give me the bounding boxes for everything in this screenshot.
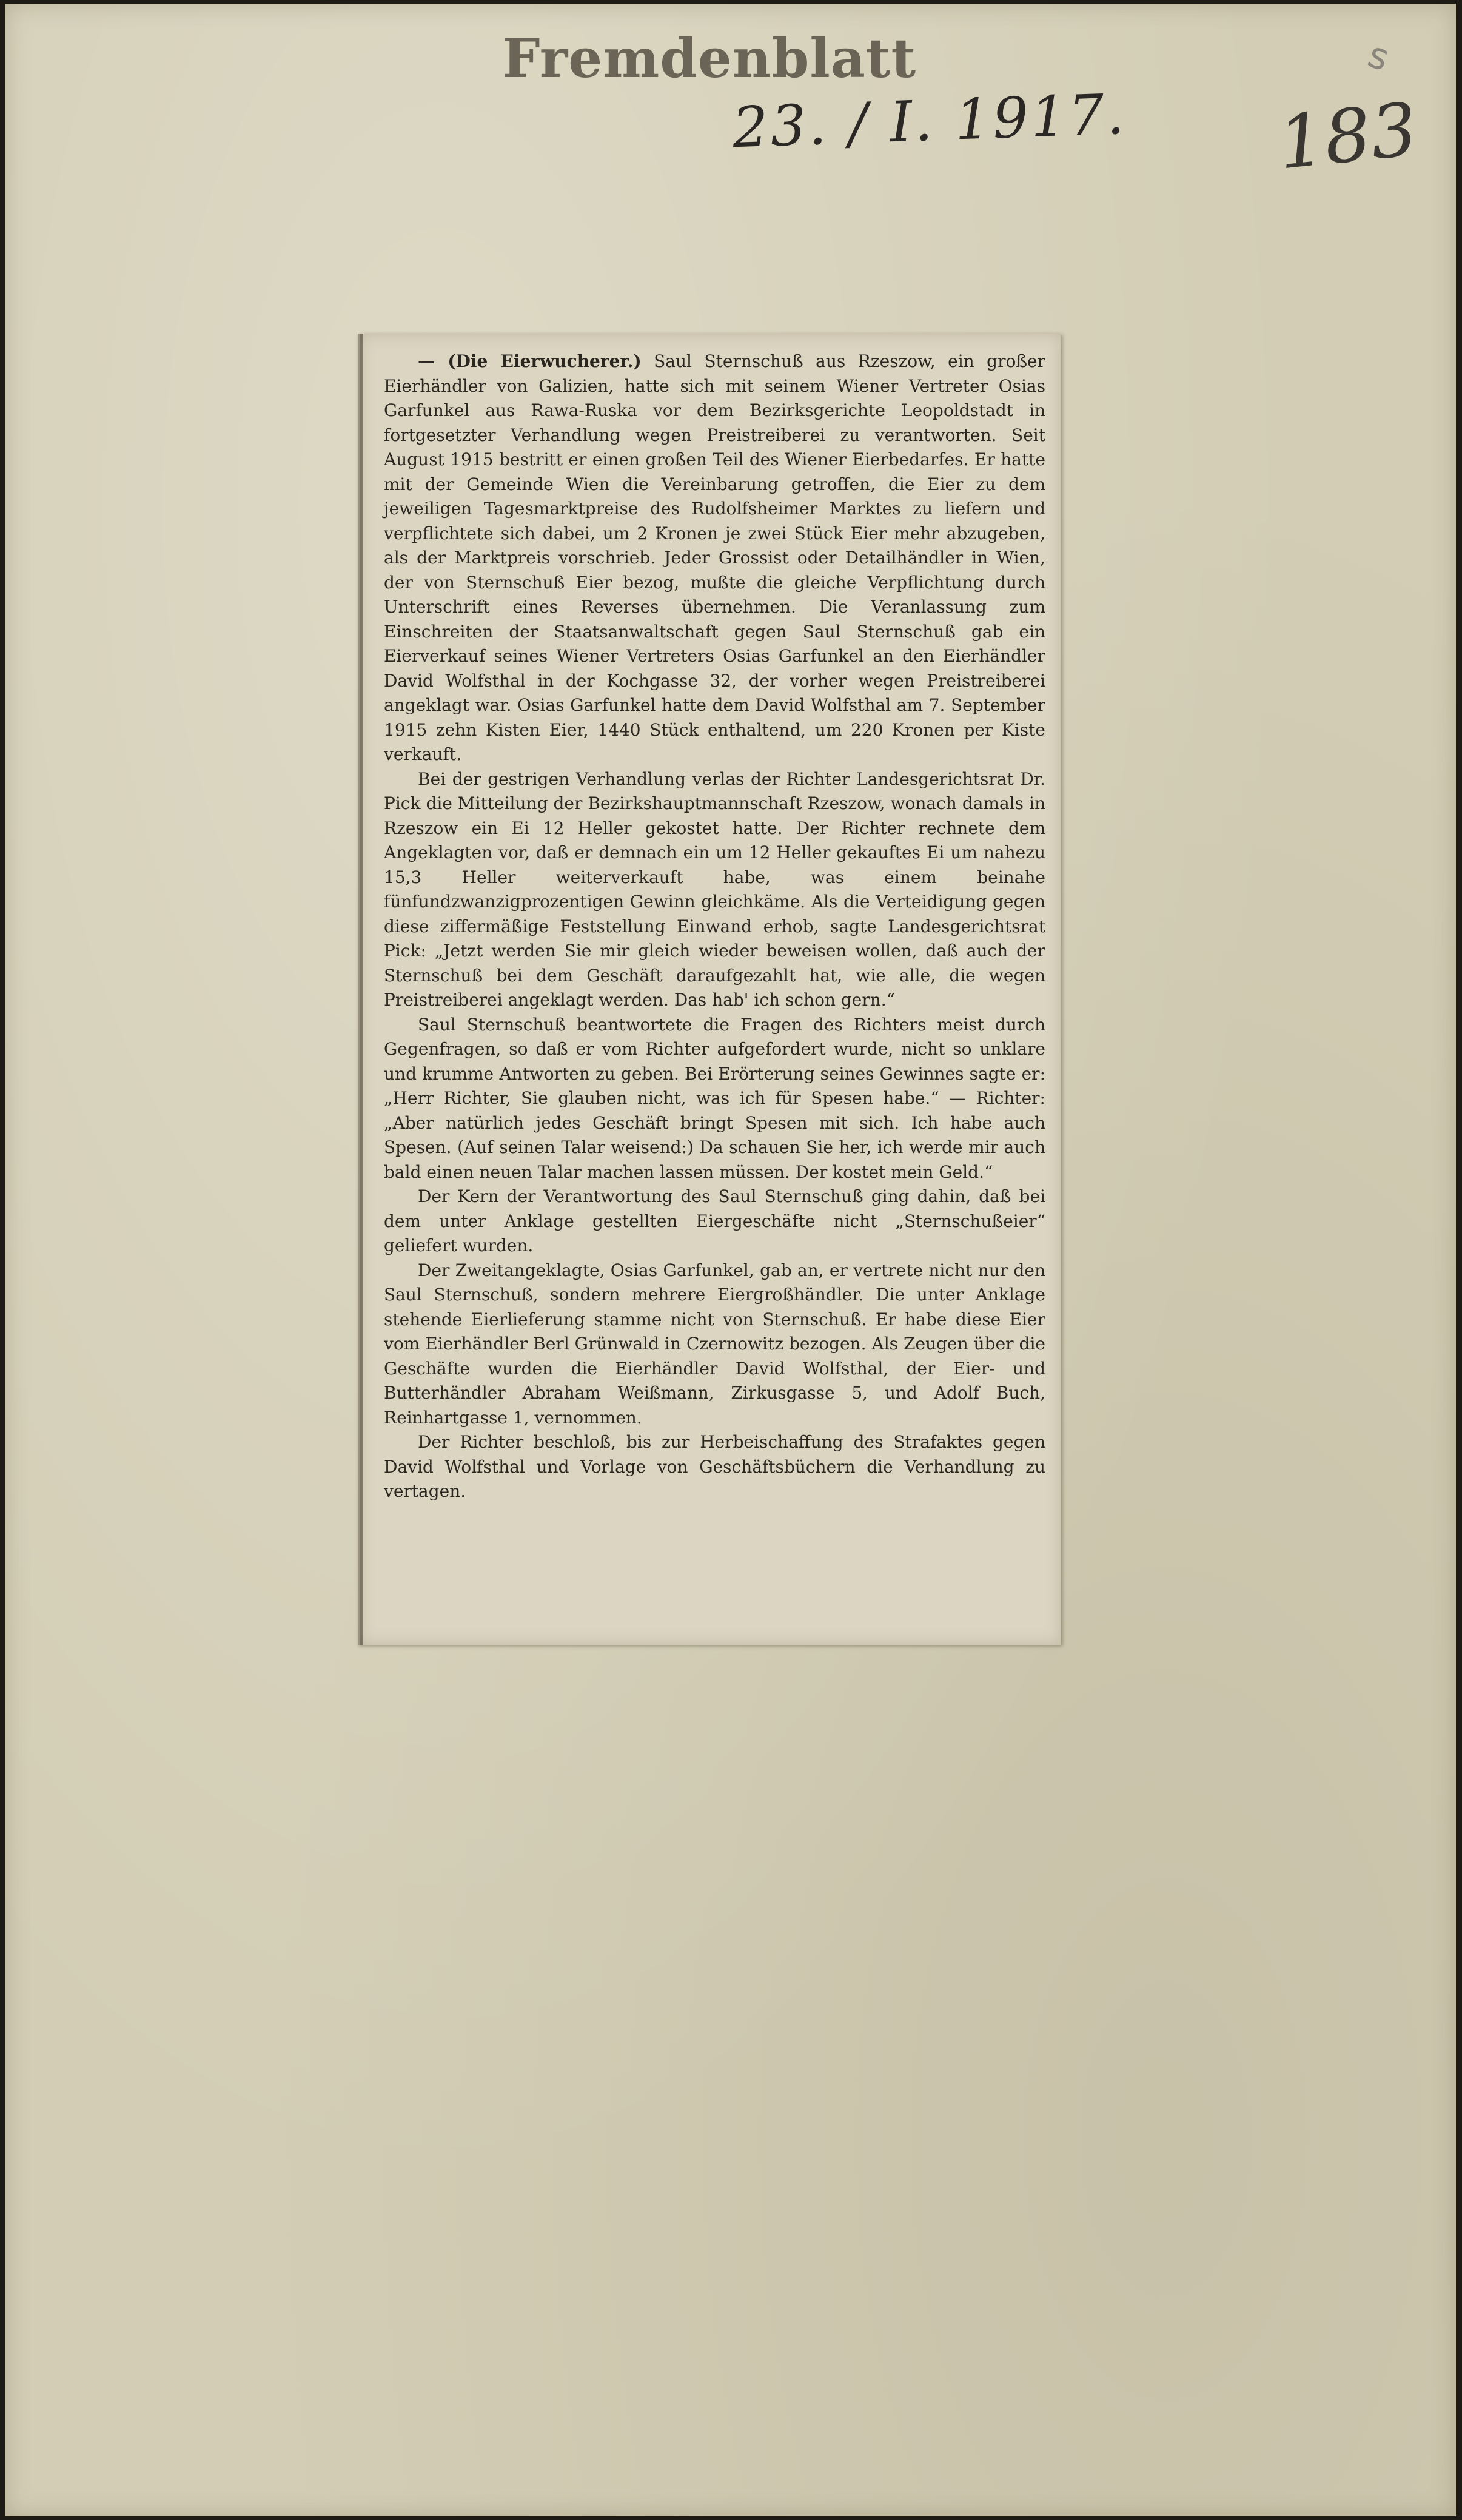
article-body	[384, 349, 1045, 1504]
article-paragraph-5: Der Zweitangeklagte, Osias Garfunkel, gab an, er vertrete nicht nur den Saul Sternschuß, sondern mehrere Eiergroßhändler. Die unter Anklage stehende Eierlieferung stamme nicht von Sternschuß. Er habe diese Eier vom Eierhändler Berl Grünwald in Czernowitz bezogen. Als Zeugen über die Geschäfte wurden die Eierhändler David Wolfsthal, der Eier- und Butterhändler Abraham Weißmann, Zirkusgasse 5, und Adolf Buch, Reinhartgasse 1, vernommen.	[384, 1260, 1045, 1428]
article-paragraph-3: Saul Sternschuß beantwortete die Fragen des Richters meist durch Gegenfragen, so daß er vom Richter aufgefordert wurde, nicht so unklare und krumme Antworten zu geben. Bei Erörterung seines Gewinnes sagte er: „Herr Richter, Sie glauben nicht, was ich für Spesen habe.“ — Richter: „Aber natürlich jedes Geschäft bringt Spesen mit sich. Ich habe auch Spesen. (Auf seinen Talar weisend:) Da schauen Sie her, ich werde mir auch bald einen neuen Talar machen lassen müssen. Der kostet mein Geld.“	[384, 1014, 1045, 1182]
article-paragraph-6: Der Richter beschloß, bis zur Herbeischaffung des Strafaktes gegen David Wolfsthal und Vorlage von Geschäftsbüchern die Verhandlung zu vertagen.	[384, 1432, 1045, 1501]
clipping-edge-shadow	[360, 334, 363, 1645]
article-paragraph-2: Bei der gestrigen Verhandlung verlas der Richter Landesgerichtsrat Dr. Pick die Mitteilung der Bezirkshauptmannschaft Rzeszow, wonach damals in Rzeszow ein Ei 12 Heller gekostet hatte. Der Richter rechnete dem Angeklagten vor, daß er demnach ein um 12 Heller gekauftes Ei um nahezu 15,3 Heller weiterverkauft habe, was einem beinahe fünfundzwanzigprozentigen Gewinn gleichkäme. Als die Verteidigung gegen diese ziffermäßige Feststellung Einwand erhob, sagte Landesgerichtsrat Pick: „Jetzt werden Sie mir gleich wieder beweisen wollen, daß auch der Sternschuß bei dem Geschäft daraufgezahlt hat, wie alle, die wegen Preistreiberei angeklagt werden. Das hab' ich schon gern.“	[384, 768, 1045, 1010]
article-headline: — (Die Eierwucherer.)	[418, 351, 642, 371]
article-paragraph-1	[384, 349, 1045, 767]
folio-number: 183	[1274, 87, 1421, 186]
newspaper-name-stamp: Fremdenblatt	[502, 27, 917, 90]
article-paragraph-4: Der Kern der Verantwortung des Saul Sternschuß ging dahin, daß bei dem unter Anklage gestellten Eiergeschäfte nicht „Sternschußeier“ geliefert wurden.	[384, 1186, 1045, 1255]
newspaper-clipping	[358, 334, 1061, 1645]
handwritten-date: 23. / I. 1917.	[731, 81, 1128, 161]
archive-sheet	[5, 4, 1456, 2516]
article-paragraph-1-text: Saul Sternschuß aus Rzeszow, ein großer Eierhändler von Galizien, hatte sich mit seinem Wiener Vertreter Osias Garfunkel aus Rawa-Ruska vor dem Bezirksgerichte Leopoldstadt in fortgesetzter Verhandlung wegen Preistreiberei zu verantworten. Seit August 1915 bestritt er einen großen Teil des Wiener Eierbedarfes. Er hatte mit der Gemeinde Wien die Vereinbarung getroffen, die Eier zu dem jeweiligen Tagesmarktpreise des Rudolfsheimer Marktes zu liefern und verpflichtete sich dabei, um 2 Kronen je zwei Stück Eier mehr abzugeben, als der Marktpreis vorschrieb. Jeder Grossist oder Detailhändler in Wien, der von Sternschuß Eier bezog, mußte die gleiche Verpflichtung durch Unterschrift eines Reverses übernehmen. Die Veranlassung zum Einschreiten der Staatsanwaltschaft gegen Saul Sternschuß gab ein Eierverkauf seines Wiener Vertreters Osias Garfunkel an den Eierhändler David Wolfsthal in der Kochgasse 32, der vorher wegen Preistreiberei angeklagt war. Osias Garfunkel hatte dem David Wolfsthal am 7. September 1915 zehn Kisten Eier, 1440 Stück enthaltend, um 220 Kronen per Kiste verkauft.	[384, 351, 1045, 764]
corner-pencil-mark: s	[1362, 33, 1395, 80]
